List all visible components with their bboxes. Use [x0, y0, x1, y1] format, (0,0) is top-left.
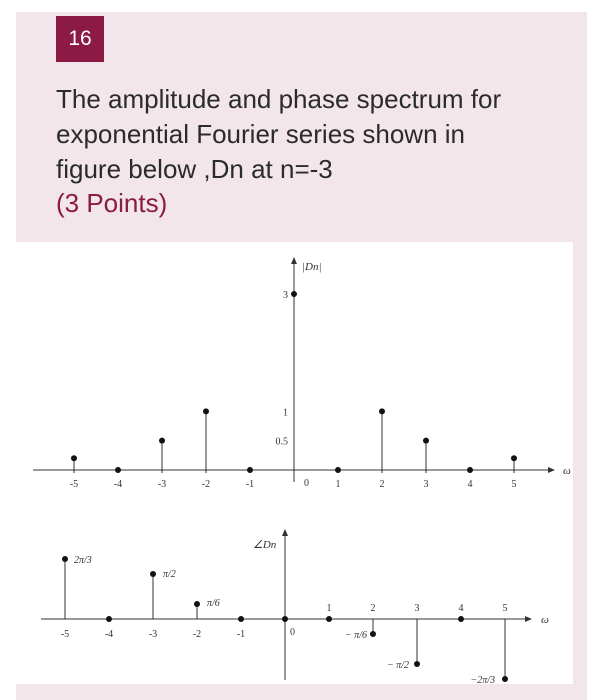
phase-origin-label: 0: [290, 627, 295, 638]
question-text: [56, 82, 556, 187]
phase-stem-point: [238, 616, 244, 622]
amp-stem-point: [291, 291, 297, 297]
phase-x-tick-label: 4: [458, 603, 464, 614]
amp-x-tick-label: 4: [467, 479, 473, 490]
phase-x-axis-label: ω: [541, 614, 549, 626]
phase-x-tick-label: -1: [236, 629, 246, 640]
phase-x-tick-label: -4: [104, 629, 114, 640]
amp-x-tick-label: 2: [379, 479, 385, 490]
phase-point-label: π/2: [163, 568, 176, 580]
phase-point-label: π/6: [207, 597, 220, 609]
phase-y-axis-label: ∠Dn: [253, 539, 277, 551]
phase-y-axis-arrow: [282, 529, 288, 536]
amp-x-tick-label: -4: [113, 479, 123, 490]
question-text-line: The amplitude and phase spectrum for: [56, 84, 502, 114]
amp-stem-point: [511, 455, 517, 461]
phase-stem-point: [62, 556, 68, 562]
phase-point-label: 2π/3: [74, 554, 92, 566]
phase-point-label: − π/2: [386, 660, 409, 672]
phase-x-tick-label: -2: [192, 629, 202, 640]
amp-x-tick-label: -1: [245, 479, 255, 490]
phase-x-tick-label: -3: [148, 629, 158, 640]
phase-stem-point: [326, 616, 332, 622]
amp-stem-point: [467, 467, 473, 473]
phase-x-tick-label: 3: [414, 603, 420, 614]
amp-y-axis-label: |Dn|: [302, 261, 322, 273]
phase-stem-point: [370, 631, 376, 637]
phase-stem-point: [282, 616, 288, 622]
amp-y-tick-label: 1: [283, 407, 288, 419]
amp-x-axis-arrow: [548, 467, 555, 473]
phase-stem-point: [106, 616, 112, 622]
question-text-line: exponential Fourier series shown in: [56, 119, 465, 149]
amp-stem-point: [159, 438, 165, 444]
phase-stem-point: [150, 571, 156, 577]
amp-x-tick-label: -3: [157, 479, 167, 490]
amp-x-tick-label: 5: [511, 479, 517, 490]
phase-stem-point: [458, 616, 464, 622]
amp-y-axis-arrow: [291, 257, 297, 264]
phase-stem-point: [414, 661, 420, 667]
spectrum-figure: [13, 242, 573, 684]
amp-y-tick-label: 3: [283, 289, 288, 301]
amp-x-tick-label: 3: [423, 479, 429, 490]
amp-y-tick-label: 0.5: [275, 436, 288, 448]
question-number-badge: 16: [56, 16, 104, 62]
question-points: (3 Points): [56, 188, 168, 218]
phase-stem-point: [194, 601, 200, 607]
question-text-line: figure below ,Dn at n=-3: [56, 154, 333, 184]
phase-x-tick-label: 1: [326, 603, 332, 614]
phase-x-tick-label: 5: [502, 603, 508, 614]
amp-x-tick-label: 1: [335, 479, 341, 490]
phase-point-label: − π/6: [344, 630, 367, 642]
amp-stem-point: [335, 467, 341, 473]
phase-stem-point: [502, 676, 508, 682]
spectrum-chart-svg: [13, 242, 573, 684]
amp-stem-point: [71, 455, 77, 461]
amp-stem-point: [247, 467, 253, 473]
amp-origin-label: 0: [304, 478, 309, 489]
amp-stem-point: [115, 467, 121, 473]
amp-stem-point: [203, 408, 209, 414]
amp-x-axis-label: ω: [563, 465, 571, 477]
phase-x-axis-arrow: [525, 616, 532, 622]
amp-x-tick-label: -2: [201, 479, 211, 490]
amp-stem-point: [379, 408, 385, 414]
phase-point-label: −2π/3: [470, 675, 495, 684]
phase-x-tick-label: -5: [60, 629, 70, 640]
amp-stem-point: [423, 438, 429, 444]
amp-x-tick-label: -5: [69, 479, 79, 490]
phase-x-tick-label: 2: [370, 603, 376, 614]
